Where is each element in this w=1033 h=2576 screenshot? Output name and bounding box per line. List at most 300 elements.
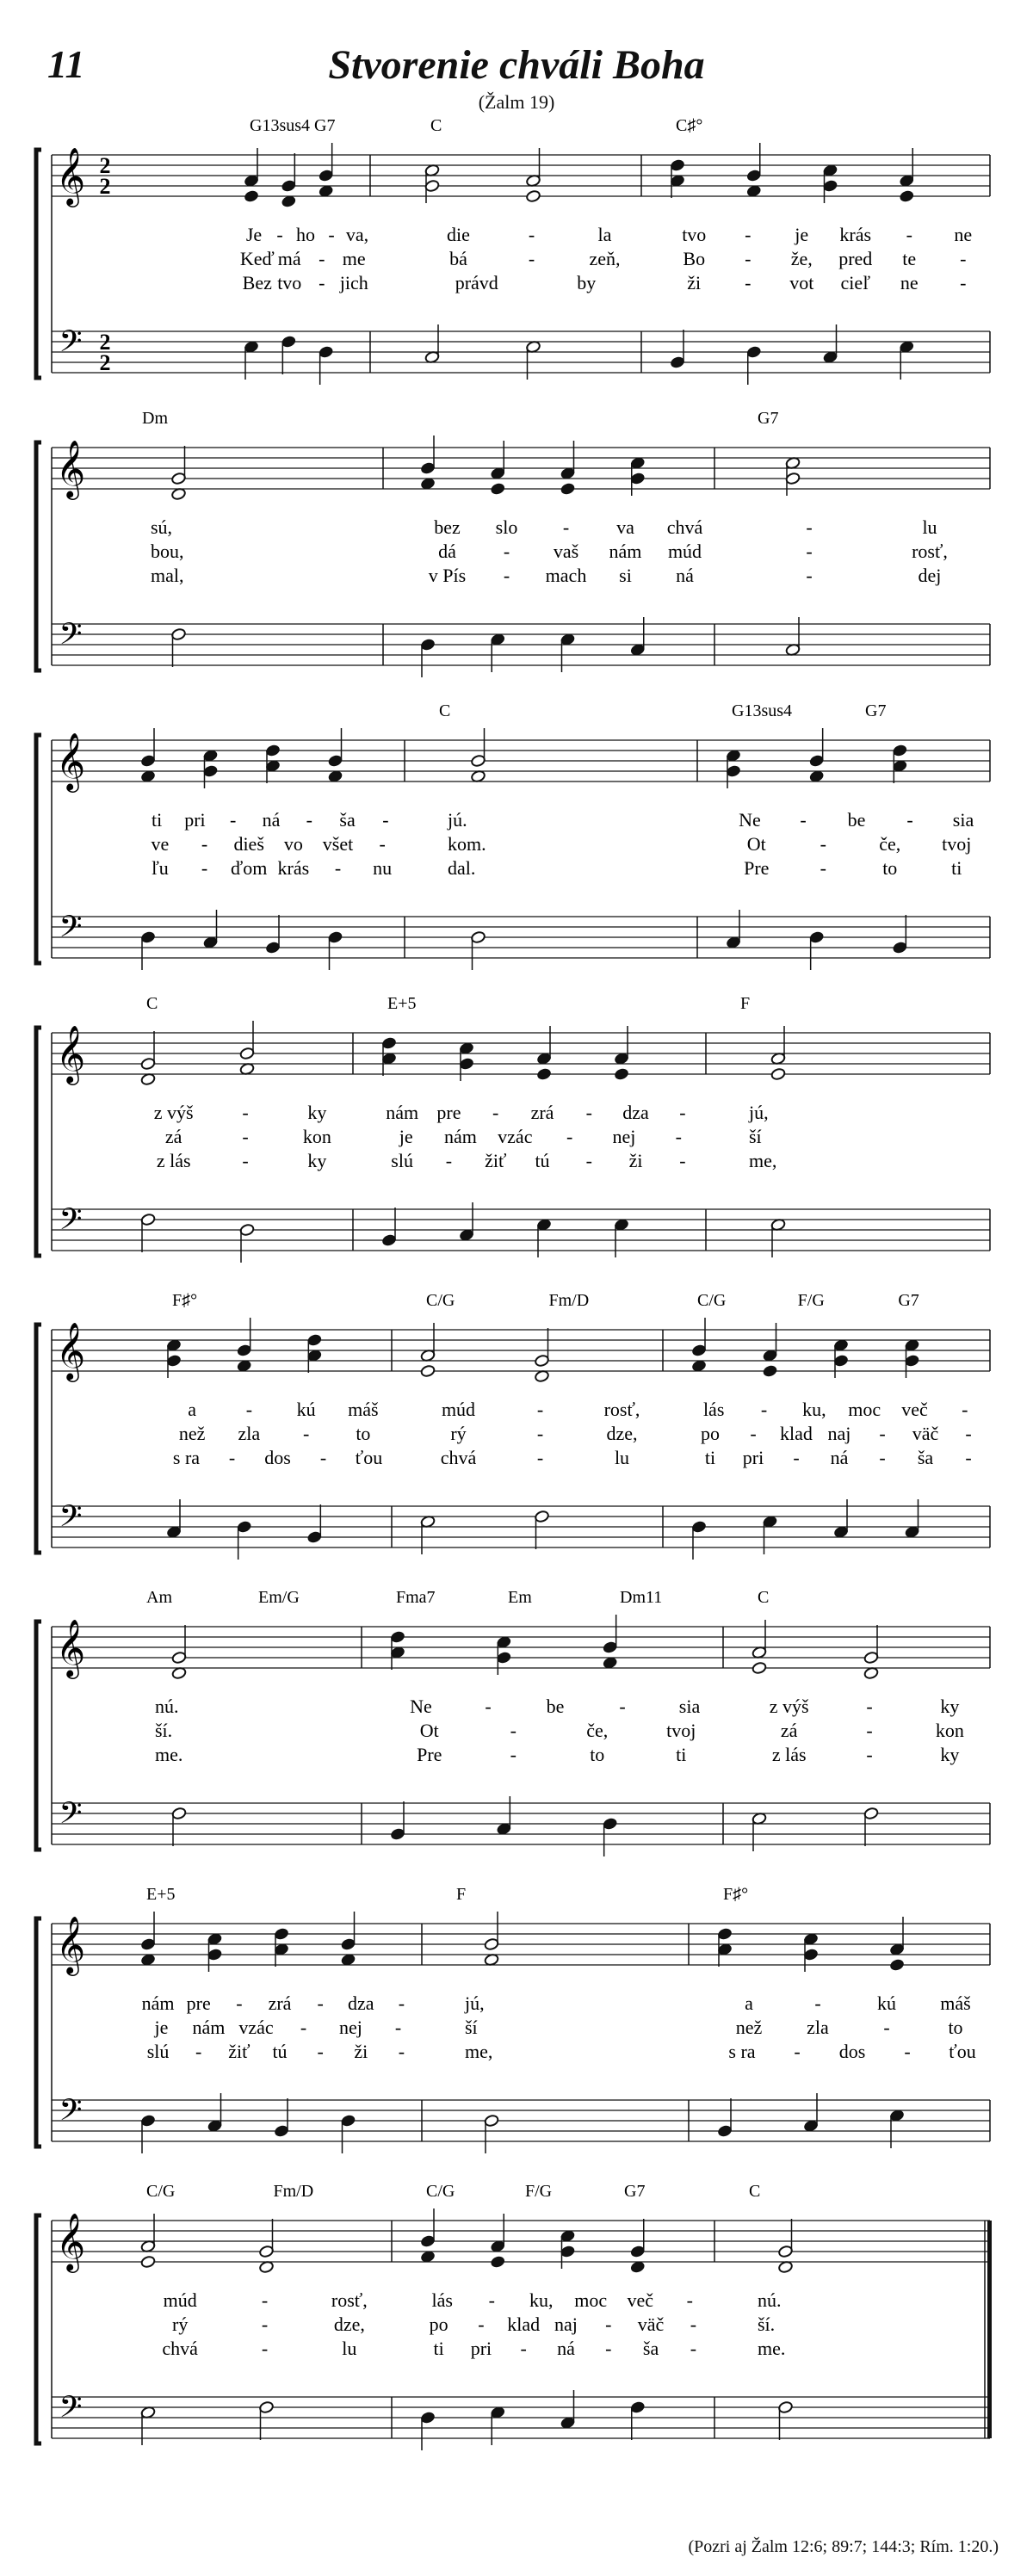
note-head <box>905 1338 920 1351</box>
lyric-syllable: žiť <box>485 1150 507 1171</box>
note-head <box>752 1812 767 1825</box>
note-head <box>785 456 801 469</box>
lyric-syllable: dá <box>438 541 456 562</box>
lyric-syllable: Ot <box>746 833 766 855</box>
lyric-hyphen: - <box>488 2289 495 2311</box>
system-1 <box>36 116 990 385</box>
measure <box>740 994 786 1257</box>
lyric-syllable: krás <box>839 224 872 245</box>
note-head <box>459 1041 474 1054</box>
lyric-syllable: ku, <box>802 1399 826 1420</box>
note-head <box>166 1354 182 1367</box>
lyric-syllable: ná <box>676 565 694 586</box>
treble-staff <box>52 155 990 196</box>
lyric-syllable: ná <box>830 1447 849 1468</box>
lyric-syllable: ší <box>465 2017 478 2038</box>
lyric-syllable: ti <box>951 857 962 879</box>
note-head <box>630 2245 646 2258</box>
lyric-hyphen: - <box>394 2017 402 2038</box>
note-head <box>892 744 907 757</box>
lyric-hyphen: - <box>319 1447 327 1468</box>
treble-staff <box>52 740 990 781</box>
note-head <box>140 1937 156 1950</box>
note-head <box>823 164 838 176</box>
treble-staff <box>52 1924 990 1965</box>
note-head <box>603 1640 618 1653</box>
bass-staff <box>52 917 990 958</box>
chord-symbol: G13sus4 <box>732 701 793 720</box>
measure <box>140 2182 368 2445</box>
lyric-syllable: pre <box>186 1992 211 2014</box>
lyric-hyphen: - <box>675 1126 682 1147</box>
lyric-syllable: by <box>577 272 597 293</box>
note-head <box>889 1943 905 1955</box>
note-head <box>424 350 440 363</box>
lyric-syllable: je <box>154 2017 169 2038</box>
measure <box>752 1588 964 1851</box>
note-head <box>239 1047 255 1059</box>
lyric-syllable: ti <box>152 809 163 831</box>
lyric-hyphen: - <box>242 1150 249 1171</box>
lyric-syllable: väč <box>637 2313 665 2335</box>
note-head <box>306 1349 322 1362</box>
lyric-hyphen: - <box>319 272 325 293</box>
lyric-syllable: be <box>847 809 866 831</box>
lyric-syllable: ky <box>307 1150 327 1171</box>
note-head <box>166 1338 182 1351</box>
note-head <box>630 2400 646 2413</box>
note-head <box>420 2250 436 2263</box>
lyric-hyphen: - <box>245 1399 253 1420</box>
lyric-syllable: máš <box>940 1992 971 2014</box>
note-head <box>420 638 436 651</box>
system-bracket <box>36 1622 41 1850</box>
lyric-syllable: tvo <box>277 272 302 293</box>
lyric-syllable: lu <box>922 516 937 538</box>
note-head <box>630 456 646 469</box>
chord-symbol: E+5 <box>146 1885 176 1904</box>
note-head <box>905 1525 920 1538</box>
lyric-syllable: Bez <box>242 272 272 293</box>
lyric-hyphen: - <box>866 1744 873 1765</box>
system-bracket <box>36 2215 41 2443</box>
note-head <box>833 1338 849 1351</box>
note-head <box>171 1807 187 1819</box>
lyric-hyphen: - <box>679 1150 686 1171</box>
note-head <box>420 2411 436 2424</box>
lyric-syllable: po <box>429 2313 448 2335</box>
footnote: (Pozri aj Žalm 12:6; 89:7; 144:3; Rím. 1:20.) <box>688 2537 999 2556</box>
lyric-hyphen: - <box>478 2313 485 2335</box>
note-head <box>341 1953 356 1966</box>
lyric-syllable: vot <box>789 272 814 293</box>
measure <box>381 994 685 1257</box>
note-head <box>833 1354 849 1367</box>
lyric-syllable: kom. <box>448 833 486 855</box>
note-head <box>614 1218 629 1231</box>
lyric-hyphen: - <box>536 1447 544 1468</box>
note-head <box>763 1364 778 1377</box>
bass-staff <box>52 331 990 373</box>
lyric-syllable: dos <box>838 2041 866 2062</box>
lyric-syllable: zla <box>238 1423 261 1444</box>
hymn-subtitle: (Žalm 19) <box>478 91 555 113</box>
note-head <box>560 2229 576 2242</box>
lyric-syllable: chvá <box>666 516 703 538</box>
note-head <box>140 2406 156 2418</box>
bass-clef: 𝄢 <box>59 326 83 366</box>
lyric-syllable: bez <box>434 516 461 538</box>
note-head <box>526 174 541 187</box>
lyric-hyphen: - <box>806 516 813 538</box>
lyric-syllable: naj <box>554 2313 578 2335</box>
chord-symbol: Fm/D <box>548 1291 590 1310</box>
lyric-syllable: tvo <box>682 224 707 245</box>
note-head <box>140 754 156 767</box>
bass-clef: 𝄢 <box>59 619 83 658</box>
note-head <box>809 754 825 767</box>
note-head <box>244 174 259 187</box>
measure <box>726 701 974 970</box>
lyric-hyphen: - <box>300 2017 307 2038</box>
lyric-hyphen: - <box>317 1992 324 2014</box>
note-head <box>239 1223 255 1236</box>
lyric-syllable: kon <box>302 1126 331 1147</box>
lyric-hyphen: - <box>800 809 807 831</box>
note-head <box>490 2406 505 2418</box>
note-head <box>763 1349 778 1362</box>
lyric-syllable: jú, <box>465 1992 485 2014</box>
system-bracket <box>36 442 41 670</box>
lyric-hyphen: - <box>745 272 752 293</box>
lyric-syllable: Je <box>245 224 263 245</box>
treble-clef: 𝄞 <box>55 1026 86 1082</box>
note-head <box>203 764 219 777</box>
lyric-syllable: nám <box>386 1102 419 1123</box>
note-head <box>603 1817 618 1830</box>
measure <box>717 1885 976 2148</box>
lyric-hyphen: - <box>793 1447 800 1468</box>
note-head <box>899 340 914 353</box>
lyric-syllable: slú <box>146 2041 170 2062</box>
lyric-hyphen: - <box>379 833 386 855</box>
lyric-syllable: pre <box>436 1102 461 1123</box>
lyric-syllable: múd <box>163 2289 197 2311</box>
chord-symbol: Dm <box>142 409 168 428</box>
lyric-syllable: dza <box>622 1102 649 1123</box>
measure <box>140 1885 405 2153</box>
lyric-hyphen: - <box>520 2338 527 2359</box>
note-head <box>496 1822 511 1835</box>
lyric-syllable: ky <box>940 1696 960 1717</box>
bass-staff <box>52 1209 990 1251</box>
note-head <box>746 345 762 358</box>
system-bracket <box>36 1325 41 1553</box>
note-head <box>726 749 741 762</box>
note-head <box>328 930 343 943</box>
time-signature-bass: 2 <box>99 330 111 355</box>
lyric-syllable: ťou <box>355 1447 383 1468</box>
lyric-hyphen: - <box>806 565 813 586</box>
note-head <box>630 2260 646 2273</box>
treble-clef: 𝄞 <box>55 441 86 497</box>
note-head <box>244 340 259 353</box>
lyric-hyphen: - <box>750 1423 757 1444</box>
chord-symbol: C <box>749 2182 761 2201</box>
lyric-syllable: me. <box>155 1744 183 1765</box>
lyric-syllable: sia <box>678 1696 701 1717</box>
note-head <box>265 759 281 772</box>
lyric-hyphen: - <box>334 857 342 879</box>
chord-symbol: C <box>430 116 442 135</box>
lyric-syllable: mal, <box>151 565 184 586</box>
note-head <box>390 1646 405 1659</box>
note-head <box>770 1218 786 1231</box>
note-head <box>237 1344 252 1356</box>
note-head <box>265 744 281 757</box>
lyric-hyphen: - <box>794 2041 801 2062</box>
lyric-syllable: jú. <box>448 809 467 831</box>
lyric-syllable: me. <box>758 2338 786 2359</box>
lyric-syllable: Ne <box>739 809 761 831</box>
measure <box>420 2182 696 2450</box>
note-head <box>803 2119 819 2132</box>
lyric-hyphen: - <box>962 1399 968 1420</box>
system-8 <box>36 2182 992 2450</box>
lyric-syllable: a <box>745 1992 753 2014</box>
lyric-syllable: dal. <box>448 857 476 879</box>
lyric-hyphen: - <box>236 1992 243 2014</box>
lyric-syllable: ša <box>642 2338 659 2359</box>
lyric-hyphen: - <box>276 224 283 245</box>
lyric-syllable: múd <box>441 1399 476 1420</box>
chord-symbol: G7 <box>758 409 779 428</box>
chord-symbol: Em <box>508 1588 532 1607</box>
lyric-hyphen: - <box>690 2313 697 2335</box>
note-head <box>140 2239 156 2252</box>
time-signature-treble: 2 <box>99 174 111 199</box>
lyric-syllable: dieš <box>233 833 264 855</box>
note-head <box>424 179 440 192</box>
lyric-syllable: chvá <box>162 2338 198 2359</box>
treble-clef: 𝄞 <box>55 2214 86 2270</box>
note-head <box>244 189 259 202</box>
lyric-hyphen: - <box>965 1423 972 1444</box>
lyric-syllable: nám <box>444 1126 477 1147</box>
lyric-syllable: ky <box>940 1744 960 1765</box>
note-head <box>490 2239 505 2252</box>
lyric-syllable: sú, <box>151 516 173 538</box>
lyric-syllable: klad <box>780 1423 813 1444</box>
lyric-syllable: ší <box>749 1126 762 1147</box>
note-head <box>892 759 907 772</box>
note-head <box>691 1344 707 1356</box>
note-head <box>752 1646 767 1659</box>
chord-symbol: C <box>758 1588 770 1607</box>
note-head <box>905 1354 920 1367</box>
bass-staff <box>52 2100 990 2141</box>
measure <box>420 1291 640 1554</box>
note-head <box>140 2255 156 2268</box>
note-head <box>471 754 486 767</box>
measure <box>140 994 331 1263</box>
treble-clef: 𝄞 <box>55 1323 86 1379</box>
hymn-number: 11 <box>47 42 85 86</box>
chord-symbol: C/G <box>146 2182 176 2201</box>
note-head <box>899 174 914 187</box>
lyric-syllable: je <box>399 1126 413 1147</box>
lyric-syllable: to <box>882 857 898 879</box>
lyric-syllable: ku, <box>529 2289 554 2311</box>
lyric-syllable: pri <box>184 809 206 831</box>
lyric-syllable: právd <box>455 272 498 293</box>
system-bracket <box>36 150 41 378</box>
note-head <box>526 189 541 202</box>
chord-symbol: F <box>456 1885 467 1904</box>
measure <box>758 409 948 657</box>
lyric-syllable: ti <box>676 1744 687 1765</box>
lyric-hyphen: - <box>302 1423 310 1444</box>
lyric-syllable: ži <box>687 272 702 293</box>
note-head <box>274 1943 289 1955</box>
lyric-syllable: z lás <box>771 1744 807 1765</box>
lyric-hyphen: - <box>201 857 208 879</box>
lyric-syllable: slo <box>495 516 518 538</box>
lyric-syllable: me, <box>465 2041 493 2062</box>
lyric-hyphen: - <box>562 516 570 538</box>
lyric-hyphen: - <box>686 2289 693 2311</box>
note-head <box>259 2400 275 2413</box>
lyric-syllable: máš <box>348 1399 379 1420</box>
measure <box>670 116 972 385</box>
note-head <box>424 164 440 176</box>
chord-symbol: Am <box>146 1588 172 1607</box>
lyric-hyphen: - <box>536 1399 544 1420</box>
note-head <box>319 169 334 182</box>
lyric-syllable: vzác <box>238 2017 274 2038</box>
system-6 <box>36 1588 990 1856</box>
chord-symbol: G7 <box>624 2182 646 2201</box>
note-head <box>390 1827 405 1840</box>
note-head <box>341 1937 356 1950</box>
note-head <box>203 936 219 948</box>
lyric-hyphen: - <box>585 1102 592 1123</box>
note-head <box>823 179 838 192</box>
lyric-syllable: Ne <box>410 1696 432 1717</box>
note-head <box>166 1525 182 1538</box>
note-head <box>763 1515 778 1528</box>
note-head <box>420 461 436 474</box>
lyric-syllable: všet <box>322 833 354 855</box>
bass-staff <box>52 1803 990 1844</box>
note-head <box>535 1510 550 1523</box>
lyric-hyphen: - <box>883 2017 890 2038</box>
lyric-hyphen: - <box>328 224 335 245</box>
lyric-syllable: ti <box>704 1447 716 1468</box>
lyric-syllable: nám <box>192 2017 226 2038</box>
note-head <box>274 1927 289 1940</box>
chord-symbol: F/G <box>525 2182 553 2201</box>
lyric-syllable: ve <box>151 833 170 855</box>
note-head <box>746 169 762 182</box>
note-head <box>471 930 486 943</box>
lyric-syllable: že, <box>790 248 813 269</box>
chord-symbol: C♯° <box>676 116 703 135</box>
note-head <box>237 1359 252 1372</box>
lyric-syllable: moc <box>574 2289 608 2311</box>
note-head <box>536 1218 552 1231</box>
note-head <box>490 633 505 646</box>
lyric-syllable: če, <box>586 1720 609 1741</box>
lyric-syllable: la <box>597 224 612 245</box>
lyric-syllable: múd <box>667 541 702 562</box>
lyric-hyphen: - <box>319 248 325 269</box>
note-head <box>670 158 685 171</box>
note-head <box>171 1666 187 1679</box>
note-head <box>614 1067 629 1080</box>
lyric-hyphen: - <box>820 857 826 879</box>
lyric-syllable: cieľ <box>840 272 871 293</box>
note-head <box>237 1520 252 1533</box>
lyric-hyphen: - <box>619 1696 626 1717</box>
note-head <box>809 930 825 943</box>
lyric-syllable: jú, <box>749 1102 769 1123</box>
note-head <box>803 1932 819 1945</box>
note-head <box>140 769 156 782</box>
note-head <box>785 472 801 485</box>
lyric-syllable: rosť, <box>603 1399 640 1420</box>
lyric-hyphen: - <box>445 1150 453 1171</box>
lyric-syllable: ná <box>262 809 281 831</box>
system-3 <box>36 701 990 970</box>
chord-symbol: Dm11 <box>620 1588 663 1607</box>
note-head <box>809 769 825 782</box>
note-head <box>670 355 685 368</box>
lyric-syllable: chvá <box>440 1447 477 1468</box>
treble-staff <box>52 2221 990 2262</box>
measure <box>140 728 392 970</box>
lyric-syllable: než <box>178 1423 206 1444</box>
note-head <box>381 1052 397 1065</box>
chord-symbol: C/G <box>697 1291 727 1310</box>
chord-symbol: G13sus4 <box>250 116 311 135</box>
note-head <box>459 1228 474 1241</box>
note-head <box>536 1067 552 1080</box>
note-head <box>717 1943 733 1955</box>
lyric-syllable: zeň, <box>589 248 621 269</box>
note-head <box>614 1052 629 1065</box>
lyric-syllable: zrá <box>530 1102 554 1123</box>
lyric-syllable: z výš <box>769 1696 809 1717</box>
lyric-syllable: dze, <box>606 1423 638 1444</box>
lyric-hyphen: - <box>510 1744 516 1765</box>
lyric-syllable: rý <box>172 2313 189 2335</box>
bass-staff <box>52 2397 990 2438</box>
note-head <box>717 2124 733 2137</box>
lyric-hyphen: - <box>906 224 912 245</box>
note-head <box>259 2245 275 2258</box>
lyric-syllable: pred <box>838 248 873 269</box>
lyric-syllable: zrá <box>268 1992 292 2014</box>
treble-staff <box>52 1033 990 1074</box>
lyric-syllable: slú <box>391 1150 413 1171</box>
note-head <box>203 749 219 762</box>
note-head <box>496 1635 511 1648</box>
lyric-hyphen: - <box>261 2313 269 2335</box>
bass-clef: 𝄢 <box>59 2095 83 2134</box>
lyric-syllable: ľu <box>151 857 169 879</box>
note-head <box>140 1953 156 1966</box>
